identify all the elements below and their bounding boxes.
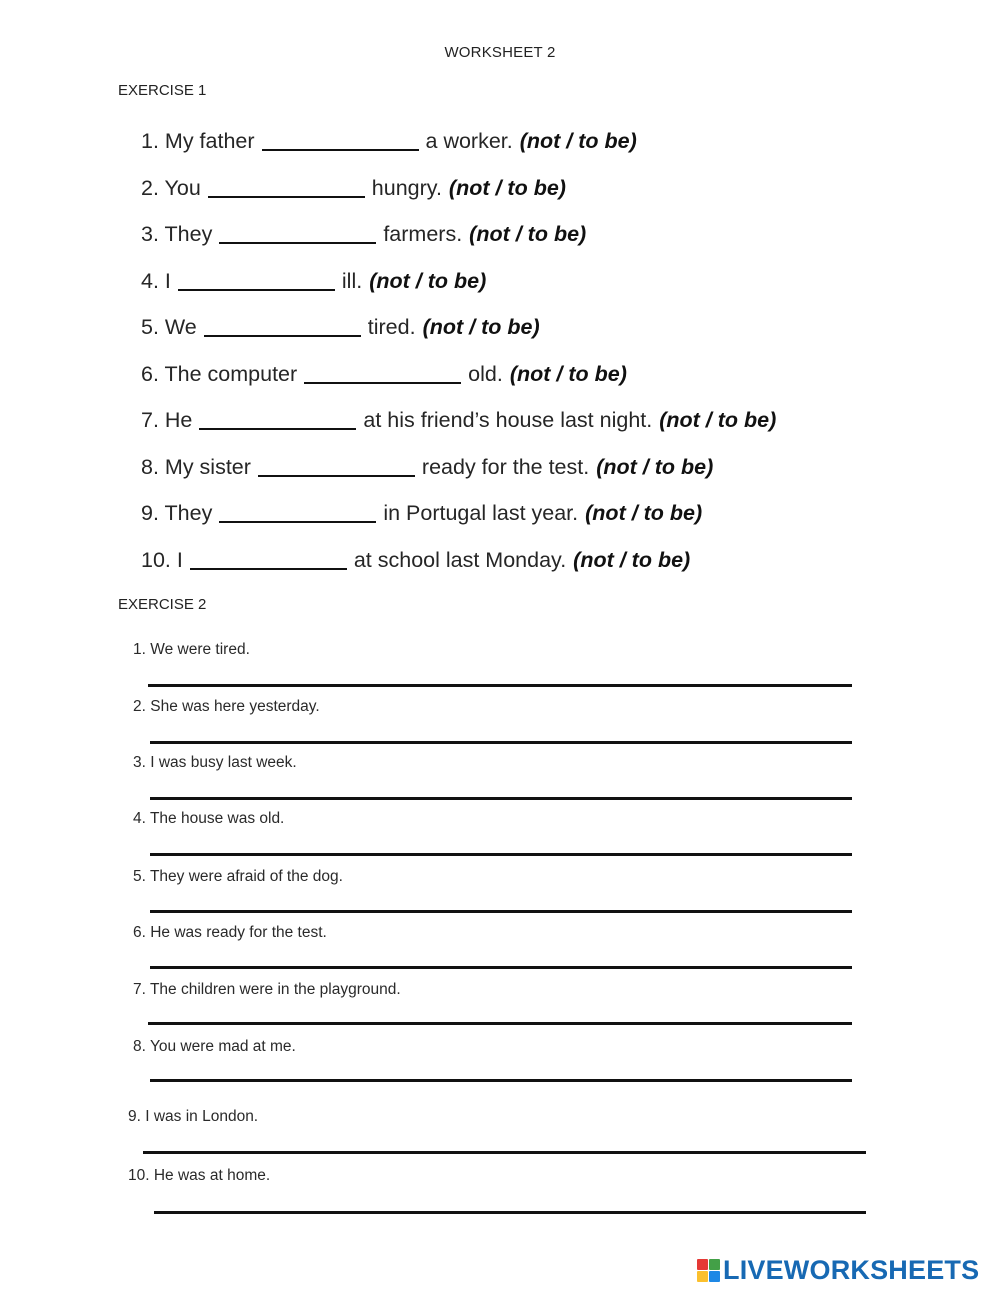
item-hint: (not / to be) bbox=[573, 548, 691, 572]
exercise-1-item bbox=[141, 357, 627, 387]
answer-line[interactable] bbox=[154, 1211, 866, 1214]
answer-line[interactable] bbox=[148, 684, 852, 687]
liveworksheets-logo bbox=[697, 1255, 979, 1286]
answer-blank[interactable] bbox=[304, 382, 461, 384]
item-hint: (not / to be) bbox=[469, 222, 587, 246]
item-hint: (not / to be) bbox=[422, 315, 540, 339]
exercise-1-item bbox=[141, 264, 486, 294]
exercise-1-item bbox=[141, 496, 702, 526]
item-hint: (not / to be) bbox=[659, 408, 777, 432]
item-prefix: 3. They bbox=[141, 222, 213, 246]
exercise-1-item bbox=[141, 310, 540, 340]
logo-blocks-icon bbox=[697, 1259, 720, 1282]
answer-line[interactable] bbox=[150, 853, 852, 856]
exercise-2-prompt: 7. The children were in the playground. bbox=[133, 981, 401, 998]
answer-line[interactable] bbox=[148, 1022, 852, 1025]
exercise-2-prompt: 3. I was busy last week. bbox=[133, 754, 297, 771]
exercise-1-item bbox=[141, 403, 776, 433]
exercise-1-item bbox=[141, 217, 586, 247]
answer-blank[interactable] bbox=[190, 568, 347, 570]
answer-blank[interactable] bbox=[258, 475, 415, 477]
item-prefix: 10. I bbox=[141, 548, 183, 572]
answer-line[interactable] bbox=[143, 1151, 866, 1154]
logo-block bbox=[709, 1271, 720, 1282]
logo-block bbox=[697, 1271, 708, 1282]
item-suffix: at his friend’s house last night. bbox=[363, 408, 653, 432]
item-prefix: 7. He bbox=[141, 408, 193, 432]
answer-line[interactable] bbox=[150, 797, 852, 800]
item-suffix: at school last Monday. bbox=[353, 548, 567, 572]
exercise-1-label: EXERCISE 1 bbox=[118, 82, 207, 99]
item-hint: (not / to be) bbox=[596, 455, 714, 479]
answer-line[interactable] bbox=[150, 741, 852, 744]
item-prefix: 2. You bbox=[141, 176, 201, 200]
item-suffix: old. bbox=[468, 362, 503, 386]
exercise-2-label: EXERCISE 2 bbox=[118, 596, 207, 613]
exercise-2-prompt: 9. I was in London. bbox=[128, 1108, 259, 1125]
item-suffix: farmers. bbox=[383, 222, 463, 246]
worksheet-title: WORKSHEET 2 bbox=[444, 44, 556, 61]
answer-blank[interactable] bbox=[219, 242, 376, 244]
item-hint: (not / to be) bbox=[585, 501, 703, 525]
item-suffix: hungry. bbox=[371, 176, 442, 200]
exercise-2-prompt: 4. The house was old. bbox=[133, 810, 285, 827]
logo-text: LIVEWORKSHEETS bbox=[723, 1255, 980, 1285]
item-suffix: tired. bbox=[367, 315, 416, 339]
item-prefix: 8. My sister bbox=[141, 455, 251, 479]
item-prefix: 1. My father bbox=[141, 129, 255, 153]
item-suffix: ill. bbox=[341, 269, 363, 293]
logo-block bbox=[697, 1259, 708, 1270]
exercise-1-item bbox=[141, 124, 637, 154]
answer-line[interactable] bbox=[150, 910, 852, 913]
item-suffix: in Portugal last year. bbox=[383, 501, 579, 525]
logo-block bbox=[709, 1259, 720, 1270]
item-suffix: a worker. bbox=[425, 129, 513, 153]
item-hint: (not / to be) bbox=[369, 269, 487, 293]
exercise-2-prompt: 6. He was ready for the test. bbox=[133, 924, 327, 941]
item-prefix: 4. I bbox=[141, 269, 171, 293]
item-prefix: 5. We bbox=[141, 315, 197, 339]
answer-blank[interactable] bbox=[199, 428, 356, 430]
item-suffix: ready for the test. bbox=[421, 455, 590, 479]
item-hint: (not / to be) bbox=[448, 176, 566, 200]
item-prefix: 9. They bbox=[141, 501, 213, 525]
exercise-2-prompt: 1. We were tired. bbox=[133, 641, 250, 658]
item-hint: (not / to be) bbox=[509, 362, 627, 386]
item-hint: (not / to be) bbox=[519, 129, 637, 153]
exercise-1-item bbox=[141, 171, 566, 201]
answer-blank[interactable] bbox=[178, 289, 335, 291]
exercise-2-prompt: 8. You were mad at me. bbox=[133, 1038, 296, 1055]
exercise-2-prompt: 10. He was at home. bbox=[128, 1167, 271, 1184]
answer-blank[interactable] bbox=[208, 196, 365, 198]
answer-line[interactable] bbox=[150, 1079, 852, 1082]
exercise-1-item bbox=[141, 543, 690, 573]
item-prefix: 6. The computer bbox=[141, 362, 298, 386]
answer-blank[interactable] bbox=[219, 521, 376, 523]
answer-blank[interactable] bbox=[204, 335, 361, 337]
exercise-1-item bbox=[141, 450, 713, 480]
exercise-2-prompt: 5. They were afraid of the dog. bbox=[133, 868, 343, 885]
answer-line[interactable] bbox=[150, 966, 852, 969]
answer-blank[interactable] bbox=[262, 149, 419, 151]
exercise-2-prompt: 2. She was here yesterday. bbox=[133, 698, 320, 715]
